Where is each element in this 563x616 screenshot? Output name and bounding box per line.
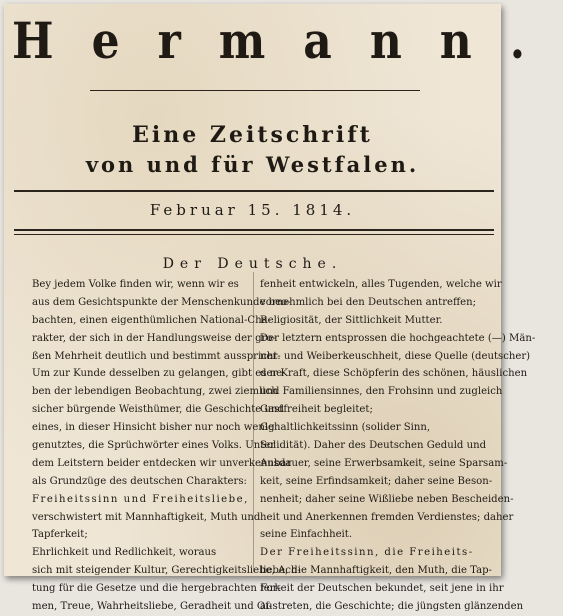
newspaper-page <box>4 4 563 613</box>
text-line: heit und Anerkennen fremden Verdienstes; daher <box>260 511 514 523</box>
masthead-title: Hermann. <box>12 13 563 71</box>
column-divider <box>253 272 254 572</box>
text-line: seine Einfachheit. <box>260 529 353 541</box>
text-line: als Grundzüge des deutschen Charakters: <box>32 475 247 487</box>
text-line: sicher bürgende Weisthümer, die Geschichte und <box>32 404 284 416</box>
text-line: dem Leitstern beider entdecken wir unverkennbar <box>32 457 292 469</box>
text-line: ßen Mehrheit deutlich und bestimmt ausspricht. <box>32 350 281 362</box>
text-line: liebe, die Mannhaftigkeit, den Muth, die Tap- <box>260 565 492 577</box>
text-line: aus dem Gesichtspunkte der Menschenkunde beo- <box>32 296 291 308</box>
text-line: ben der lebendigen Beobachtung, zwei ziemlich <box>32 386 278 398</box>
text-line: tung für die Gesetze und die hergebrachten For- <box>32 583 281 595</box>
text-line: Ausdauer, seine Erwerbsamkeit, seine Sparsam- <box>260 457 508 469</box>
text-line: vornehmlich bei den Deutschen antreffen; <box>260 296 477 308</box>
text-line: Religiosität, der Sittlichkeit Mutter. <box>260 314 443 326</box>
text-line: Ehrlichkeit und Redlichkeit, woraus <box>32 547 217 559</box>
text-line: Bey jedem Volke finden wir, wenn wir es <box>32 279 239 290</box>
left-text-column <box>32 276 301 616</box>
text-line: Gastfreiheit begleitet; <box>260 404 373 416</box>
text-line: Solidität). Daher des Deutschen Geduld und <box>260 440 487 452</box>
text-line: der Kraft, diese Schöpferin des schönen, häuslichen <box>260 368 528 380</box>
text-line: Tapferkeit; <box>32 529 88 541</box>
text-line: sich mit steigender Kultur, Gerechtigkeitsliebe, Ach- <box>32 565 301 577</box>
text-line: keit, seine Erfindsamkeit; daher seine Beson- <box>260 475 493 487</box>
text-line: Um zur Kunde desselben zu gelangen, gibt es ne- <box>32 368 286 380</box>
text-line: ferkeit der Deutschen bekundet, seit jene in ihr <box>260 583 504 595</box>
top-thick-rule <box>14 190 494 192</box>
subtitle-line-2: von und für Westfalen. <box>85 152 420 177</box>
dateline: Februar 15. 1814. <box>149 201 356 219</box>
masthead-rule <box>90 90 420 91</box>
text-line: Gehaltlichkeitssinn (solider Sinn, <box>260 422 431 434</box>
bottom-thin-rule <box>14 234 494 235</box>
text-line: Der Freiheitssinn, die Freiheits- <box>260 547 474 559</box>
text-line: austreten, die Geschichte; die jüngsten glänzenden <box>260 601 524 613</box>
text-line: ner- und Weiberkeuschheit, diese Quelle (deutscher) <box>260 350 531 362</box>
text-line: bachten, einen eigenthümlichen National-Cha- <box>32 314 272 326</box>
text-line: Der letztern entsprossen die hochgeachtete (—) Män- <box>260 332 536 344</box>
article-title: Der Deutsche. <box>162 256 343 272</box>
text-line: eines, in dieser Hinsicht bisher nur noch wenig <box>32 422 275 434</box>
text-line: fenheit entwickeln, alles Tugenden, welche wir <box>260 279 502 290</box>
right-text-column <box>260 276 536 616</box>
text-line: nenheit; daher seine Wißliebe neben Bescheiden- <box>260 493 514 505</box>
text-line: und Familiensinnes, den Frohsinn und zugleich <box>260 386 503 398</box>
text-line: verschwistert mit Mannhaftigkeit, Muth und <box>32 511 261 523</box>
bottom-thick-rule <box>14 229 494 231</box>
text-line: men, Treue, Wahrheitsliebe, Geradheit und Of- <box>32 601 272 613</box>
text-line: rakter, der sich in der Handlungsweise der gro- <box>32 332 276 344</box>
text-line: Freiheitssinn und Freiheitsliebe, <box>32 493 249 505</box>
subtitle-line-1: Eine Zeitschrift <box>132 122 373 148</box>
text-line: genutztes, die Sprüchwörter eines Volks. Unter <box>32 440 276 452</box>
